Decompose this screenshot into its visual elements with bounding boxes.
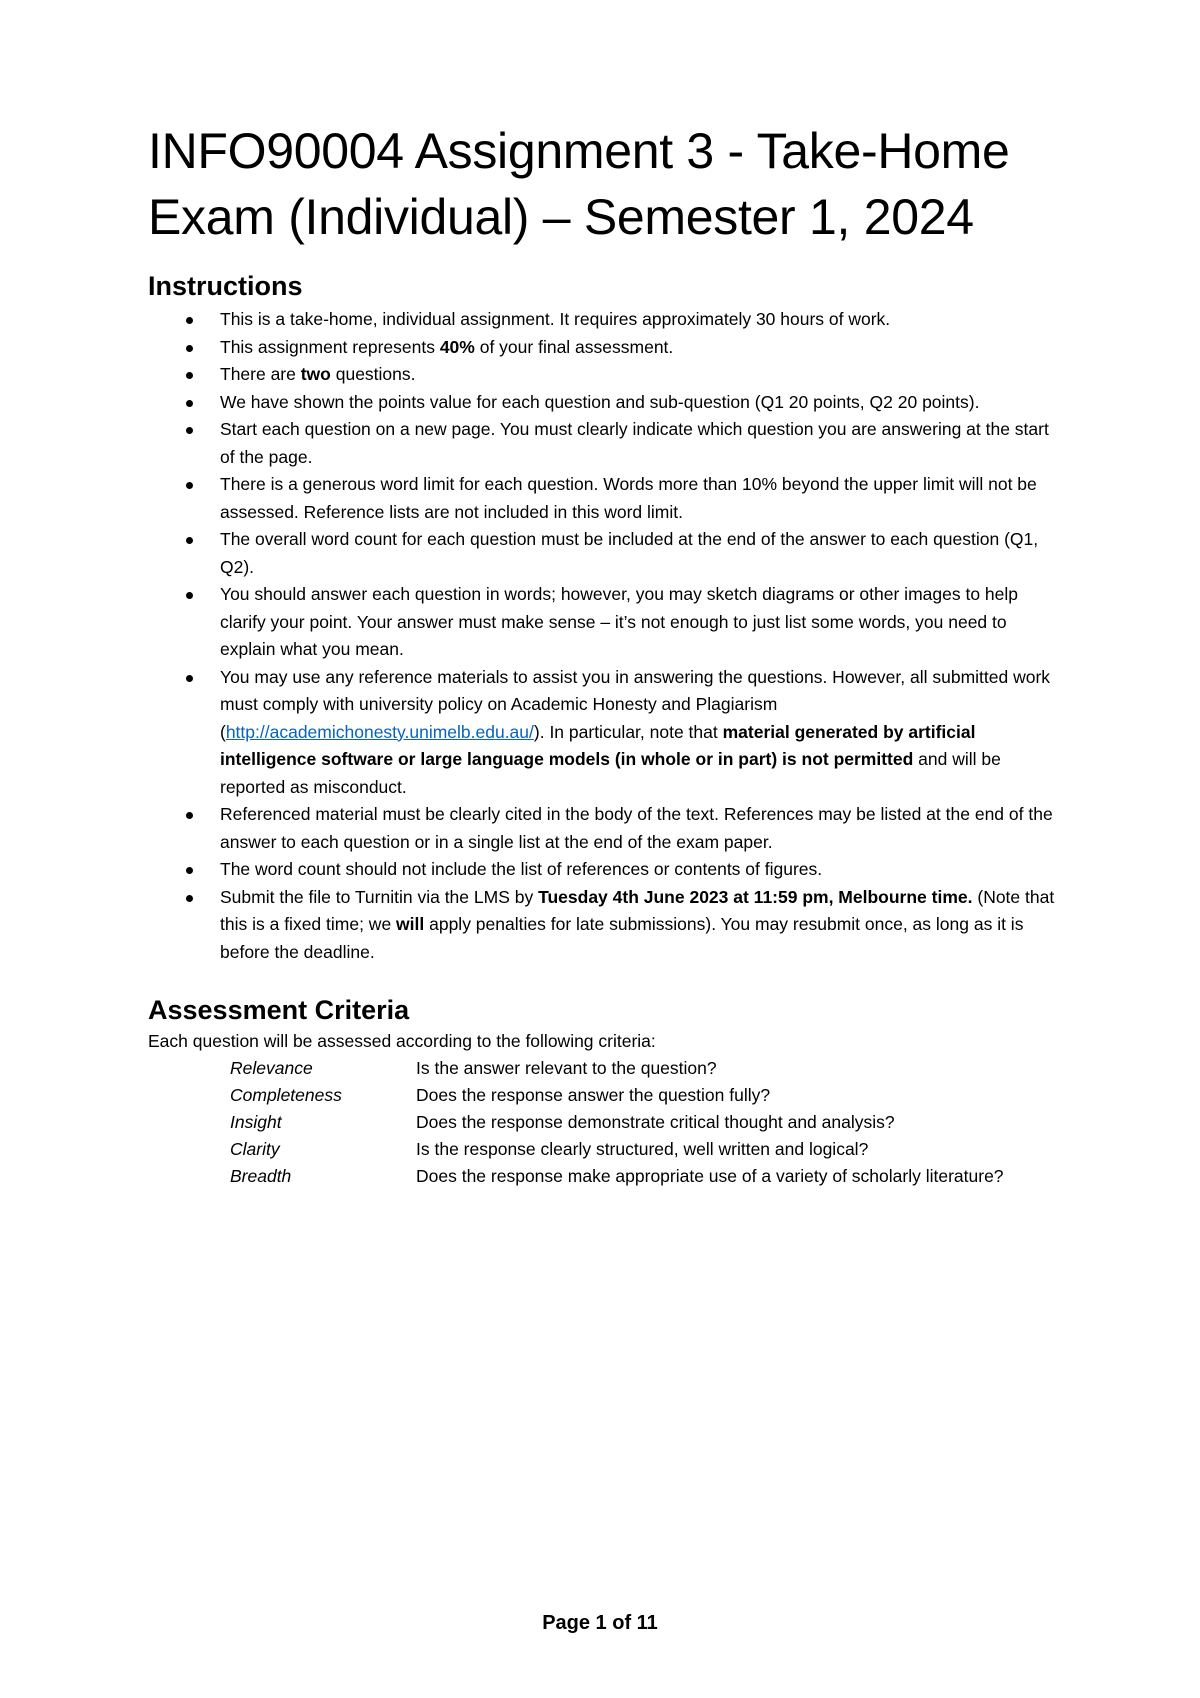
bullet-icon (186, 372, 193, 379)
instruction-item: This is a take-home, individual assignment. It requires approximately 30 hours of work. (148, 306, 1058, 334)
criterion-description: Is the response clearly structured, well written and logical? (416, 1139, 869, 1159)
criterion-row (148, 1109, 1058, 1136)
criterion-row (148, 1055, 1058, 1082)
criterion-row (148, 1082, 1058, 1109)
criterion-row (148, 1136, 1058, 1163)
instruction-item: You should answer each question in words; however, you may sketch diagrams or other images to help clarify your point. Your answer must make sense – it’s not enough to just list some words, you need to explain what you mean. (148, 581, 1058, 664)
bullet-icon (186, 317, 193, 324)
page-content (148, 118, 1058, 1190)
instruction-item: The word count should not include the list of references or contents of figures. (148, 856, 1058, 884)
criterion-description: Does the response answer the question fully? (416, 1085, 771, 1105)
academic-honesty-link[interactable]: http://academichonesty.unimelb.edu.au/ (225, 721, 534, 742)
instructions-list (148, 306, 1058, 966)
title-line-1: INFO90004 Assignment 3 - Take-Home (148, 123, 1010, 179)
instruction-item: We have shown the points value for each question and sub-question (Q1 20 points, Q2 20 points). (148, 389, 1058, 417)
document-title (148, 118, 1058, 250)
criterion-name: Clarity (230, 1139, 280, 1159)
assessment-criteria-heading: Assessment Criteria (148, 995, 410, 1025)
instruction-item: You may use any reference materials to assist you in answering the questions. However, all submitted work must comply with university policy on Academic Honesty and Plagiarism (http://academichonesty.unimelb.edu.au/). In particular, note that material generated by artificial intelligence software or large language models (in whole or in part) is not permitted and will be reported as misconduct. (148, 664, 1058, 802)
criterion-name: Insight (230, 1112, 282, 1132)
bullet-icon (186, 592, 193, 599)
title-line-2: Exam (Individual) – Semester 1, 2024 (148, 189, 974, 245)
criterion-row (148, 1163, 1058, 1190)
bullet-icon (186, 400, 193, 407)
bullet-icon (186, 675, 193, 682)
instruction-item: The overall word count for each question must be included at the end of the answer to each question (Q1, Q2). (148, 526, 1058, 581)
criteria-table (148, 1055, 1058, 1190)
criterion-name: Breadth (230, 1166, 292, 1186)
bullet-icon (186, 427, 193, 434)
instruction-item: Referenced material must be clearly cited in the body of the text. References may be listed at the end of the answer to each question or in a single list at the end of the exam paper. (148, 801, 1058, 856)
bullet-icon (186, 812, 193, 819)
bullet-icon (186, 345, 193, 352)
criteria-intro: Each question will be assessed according to the following criteria: (148, 1031, 656, 1051)
criterion-description: Does the response make appropriate use of a variety of scholarly literature? (416, 1166, 1004, 1186)
instruction-item: Start each question on a new page. You must clearly indicate which question you are answering at the start of the page. (148, 416, 1058, 471)
bullet-icon (186, 537, 193, 544)
criterion-description: Does the response demonstrate critical thought and analysis? (416, 1112, 895, 1132)
bullet-icon (186, 867, 193, 874)
criterion-name: Completeness (230, 1085, 342, 1105)
instruction-item: There is a generous word limit for each question. Words more than 10% beyond the upper limit will not be assessed. Reference lists are not included in this word limit. (148, 471, 1058, 526)
page-number: Page 1 of 11 (542, 1612, 658, 1634)
instructions-heading: Instructions (148, 271, 303, 301)
instruction-item: This assignment represents 40% of your final assessment. (148, 334, 1058, 362)
bullet-icon (186, 482, 193, 489)
criterion-name: Relevance (230, 1058, 313, 1078)
bullet-icon (186, 895, 193, 902)
criterion-description: Is the answer relevant to the question? (416, 1058, 717, 1078)
instruction-item: Submit the file to Turnitin via the LMS by Tuesday 4th June 2023 at 11:59 pm, Melbourne time. (Note that this is a fixed time; we will apply penalties for late submissions). You may resubmit once, as long as it is before the deadline. (148, 884, 1058, 967)
instruction-item: There are two questions. (148, 361, 1058, 389)
